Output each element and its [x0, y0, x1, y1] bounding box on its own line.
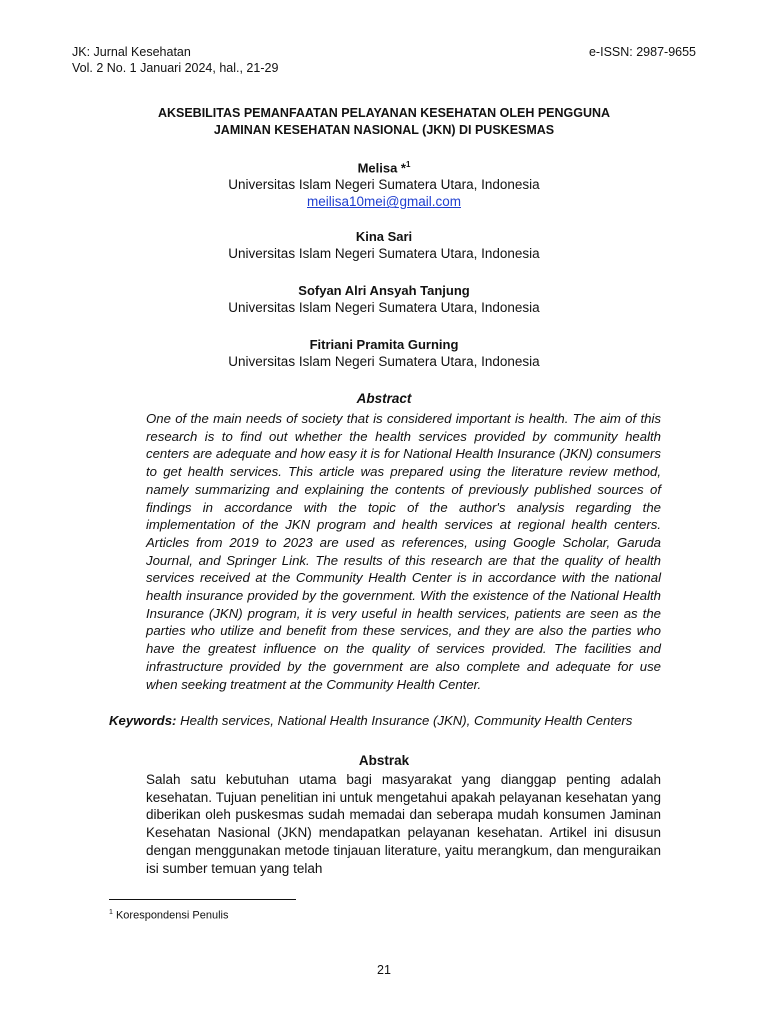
author-3	[100, 282, 668, 316]
journal-name: JK: Jurnal Kesehatan	[72, 45, 191, 59]
footnote-ref: 1	[405, 160, 411, 169]
abstrak-heading: Abstrak	[358, 753, 410, 768]
author-name: Fitriani Pramita Gurning	[309, 337, 459, 352]
author-affiliation: Universitas Islam Negeri Sumatera Utara, Indonesia	[228, 177, 540, 193]
author-1	[100, 156, 668, 210]
keywords-text: Health services, National Health Insurance (JKN), Community Health Centers	[176, 713, 633, 728]
footnote-text: Korespondensi Penulis	[112, 909, 229, 922]
running-header-left	[72, 44, 278, 76]
author-affiliation: Universitas Islam Negeri Sumatera Utara, Indonesia	[228, 300, 540, 315]
author-name: Sofyan Alri Ansyah Tanjung	[298, 283, 470, 298]
abstrak-text: Salah satu kebutuhan utama bagi masyarakat yang dianggap penting adalah kesehatan. Tujuan penelitian ini untuk mengetahui apakah pelayanan kesehatan yang diberikan oleh puskesmas sudah memadai dan seberapa mudah konsumen Jaminan Kesehatan Nasional (JKN) mendapatkan pelayanan kesehatan. Artikel ini disusun dengan menggunakan metode tinjauan literature, yaitu merangkum, dan menguraikan isi sumber temuan yang telah	[146, 772, 661, 876]
abstract-heading: Abstract	[356, 391, 412, 406]
author-4	[100, 336, 668, 370]
author-2	[100, 228, 668, 262]
footnote-divider	[109, 899, 296, 900]
keywords	[109, 712, 669, 729]
footnote	[109, 906, 228, 923]
title-line-1: AKSEBILITAS PEMANFAATAN PELAYANAN KESEHATAN OLEH PENGGUNA	[157, 106, 611, 120]
footnote-mark: 1	[109, 909, 113, 916]
author-affiliation: Universitas Islam Negeri Sumatera Utara, Indonesia	[228, 246, 540, 261]
article-title	[100, 105, 668, 139]
author-name: Kina Sari	[355, 229, 413, 244]
issn: e-ISSN: 2987-9655	[588, 45, 696, 59]
author-name: Melisa *$^1$	[357, 160, 411, 176]
title-line-2: JAMINAN KESEHATAN NASIONAL (JKN) DI PUSKESMAS	[213, 123, 555, 137]
page-number: 21	[377, 963, 391, 977]
volume-info: Vol. 2 No. 1 Januari 2024, hal., 21-29	[72, 61, 279, 75]
author-email-link[interactable]: meilisa10mei@gmail.com	[307, 194, 461, 210]
keywords-label: Keywords:	[109, 713, 177, 728]
author-affiliation: Universitas Islam Negeri Sumatera Utara, Indonesia	[228, 354, 540, 369]
abstract-text: One of the main needs of society that is considered important is health. The aim of this research is to find out whether the health services provided by community health centers are adequate and how easy it is for National Health Insurance (JKN) consumers to get health services. This article was prepared using the literature review method, namely summarizing and explaining the contents of previously published sources of findings in accordance with the topic of the author's analysis regarding the implementation of the JKN program and health services at regional health centers. Articles from 2019 to 2023 are used as references, using Google Scholar, Garuda Journal, and Springer Link. The results of this research are that the quality of health services received at the Community Health Center is in accordance with the national health insurance provided by the government. With the existence of the National Health Insurance (JKN) program, it is very useful in health services, patients are seen as the parties who utilize and benefit from these services, and they are also the parties who have the greatest influence on the quality of services provided. The facilities and infrastructure provided by the government are also complete and adequate for use when seeking treatment at the Community Health Center.	[146, 411, 661, 692]
